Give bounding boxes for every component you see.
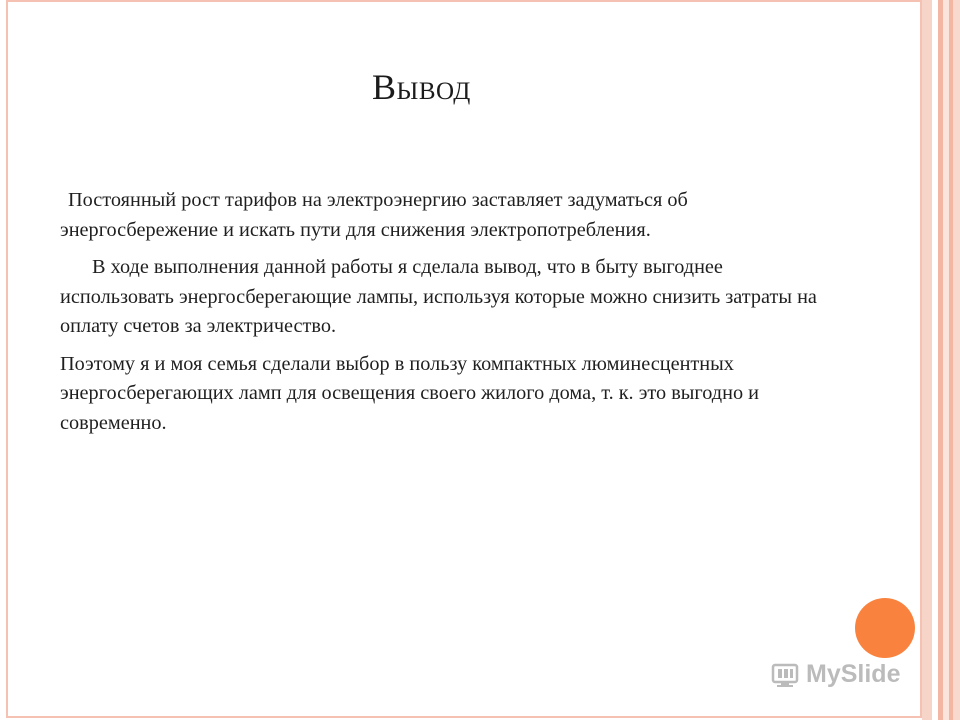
myslide-logo-icon (770, 659, 800, 689)
body-paragraph: Постоянный рост тарифов на электроэнергию заставляет задуматься об энергосбережение и искать пути для снижения электропотребления. (60, 189, 688, 241)
decorative-stripe (953, 0, 960, 720)
slide-title: Вывод (372, 67, 471, 107)
body-paragraph: В ходе выполнения данной работы я сделала вывод, что в быту выгоднее использовать энергосберегающие лампы, используя которые можно снизить затраты на оплату счетов за электричество. (60, 256, 817, 337)
watermark-logo (770, 656, 920, 692)
decorative-circle (855, 598, 915, 658)
slide-body (60, 186, 840, 446)
body-paragraph: Поэтому я и моя семья сделали выбор в пользу компактных люминесцентных энергосберегающих ламп для освещения своего жилого дома, т. к. это выгодно и современно. (60, 352, 760, 434)
watermark-text: MySlide (806, 659, 901, 688)
decorative-stripe (922, 0, 932, 720)
